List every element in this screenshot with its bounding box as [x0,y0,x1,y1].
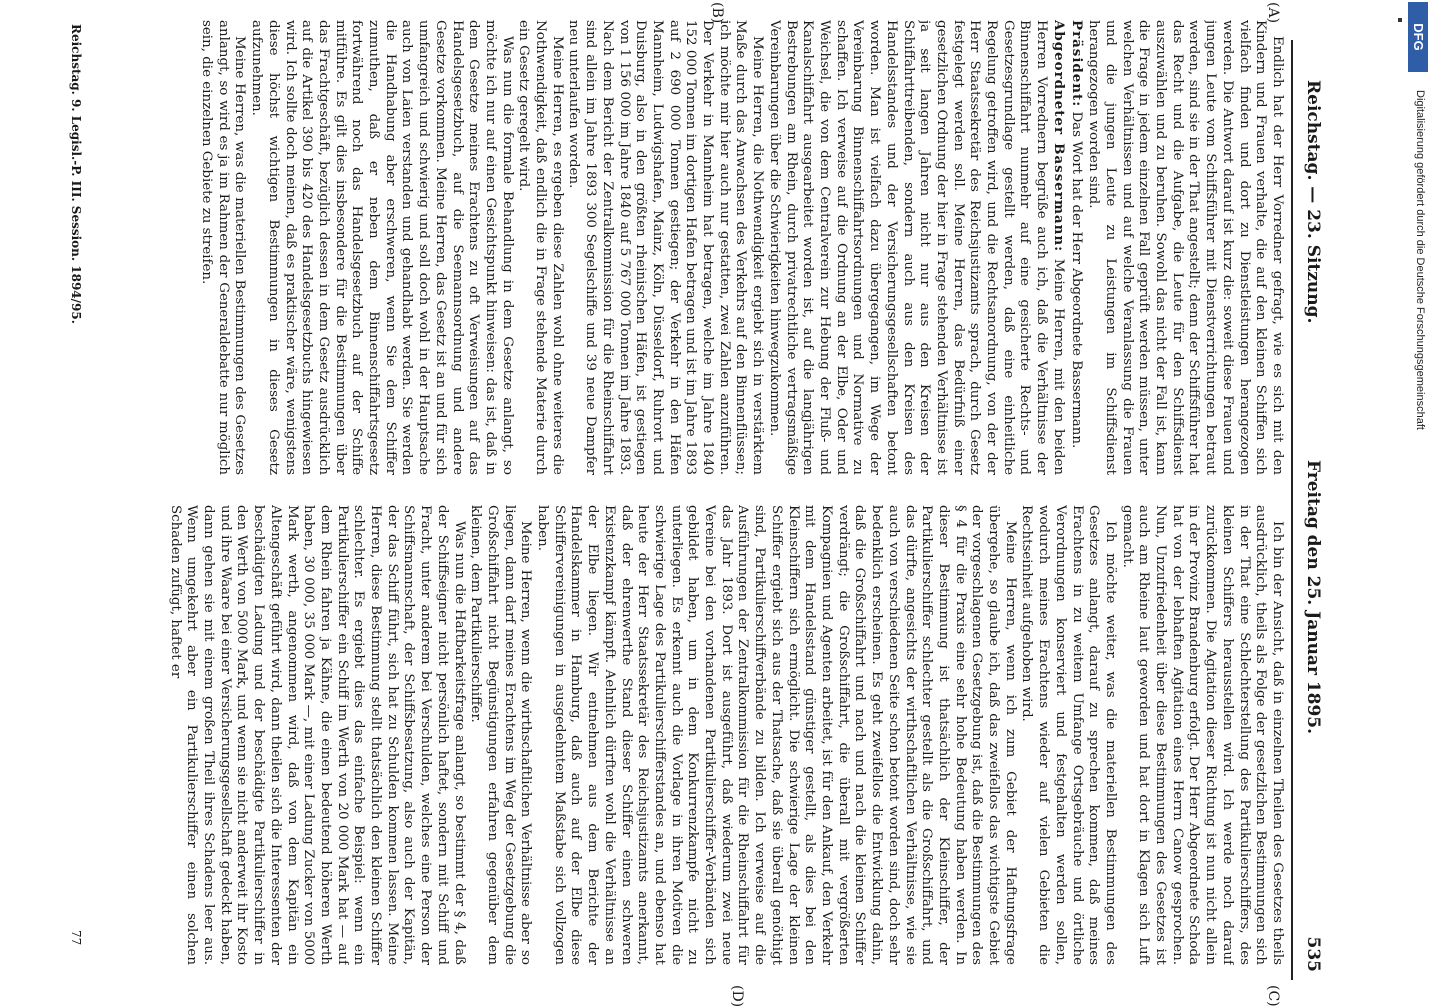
margin-marker-b: (B) [709,2,725,24]
paragraph [1118,505,1285,965]
paragraph [1085,20,1285,475]
paragraph [565,20,765,475]
speaker-name: Präsident: [1068,20,1085,108]
header-date: Freitag den 25. Januar 1895. [1303,460,1323,735]
dfg-credit-text: Digitalisierung gefördert durch die Deutsche Forschungsgemeinschaft [1414,90,1426,430]
paragraph-text: Meine Herren, die Nothwendigkeit ergiebt sich in verstärktem Maße durch das Anwachsen des Verkehrs auf den Binnenflüssen; ich möchte mir hier auch nur gestatten, zwei Zahlen anzuführen. Der Verkehr in Mannheim hat betragen, welche im Jahre 1840 152 000 Tonnen im dortigen Hafen betragen und ist im Jahre 1893 auf 2 690 000 Tonnen gestiegen; der Verkehr in den Häfen Mannheim, Ludwigshafen, Mainz, Köln, Düsseldorf, Ruhrort und Duisburg, also in den größten rheinischen Häfen, ist gestiegen von 1 156 000 im Jahre 1840 auf 5 767 000 Tonnen im Jahre 1893. Nach dem Bericht der Zentralkommission für die Rheinschiffahrt sind allein im Jahre 1893 300 Segelschiffe und 39 neue Dampfer neu unterlaufen worden. [566,20,766,475]
paragraph [1018,505,1118,965]
paragraph [1067,20,1085,475]
dfg-logo: DFG [1408,2,1428,72]
dfg-credit [1402,0,1432,1000]
paragraph [166,505,467,965]
paragraph-text: Was nun die Haftbarkeitsfrage anlangt, so bestimmt der § 4, daß der Schiffseigner nicht persönlich haftet, sondern mit Schiff und Fracht, unter anderem bei Verschulden, welches eine Person der Schiffsmannschaft, der Schiffsbesatzung, also auch der Kapitän, der das Schiff führt, sich hat zu Schulden kommen lassen. Meine Herren, diese Bestimmung stellt thatsächlich den kleinen Schiffer schlechter. Es ergiebt dies das einfache Beispiel: wenn ein Partikulierschiffer ein Schiff im Werth von 20 000 Mark hat — auf dem Rhein fahren ja Kähne, die einen bedeutend höheren Werth haben, 30 000, 35 000 Mark —, mit einer Ladung Zucker von 5000 Mark werth, angenommen wird, daß von dem Kapitän ein Altengeschäft geführt wird, dann theilen sich die Interessenten der beschädigten Ladung und der beschädigte Partikulierschiffer in den Werth von 5000 Mark, und wenn sie nicht anderweit ihr Kosto und ihre Waare bei einer Versicherungsgesellschaft gedeckt haben, dann gehen sie mit einem großen Theil ihres Schadens leer aus. Wenn umgekehrt aber ein Partikulierschiffer einen solchen Schaden zufügt, haftet er [167,505,467,965]
paragraph-text: Das Wort hat der Herr Abgeordnete Bassermann. [1068,107,1084,449]
rotated-page-content [25,0,1345,1007]
paragraph-text: Meine Herren, wenn ich zum Gebiet der Haftungsfrage übergehe, so glaube ich, daß das zweifellos das wichtigste Gebiet der vorgeschlagenen Gesetzgebung ist, daß die Bestimmungen des § 4 für die Praxis eine sehr hohe Bedeutung haben werden. In dieser Bestimmung ist thatsächlich der Kleinschiffer, der Partikulierschiffer schlechter gestellt als die Großschiffahrt, und das dürfte, angesichts der wirthschaftlichen Verhältnisse, wie sie auch von verschiedenen Seite schon betont worden sind, doch sehr bedenklich erscheinen. Es geht zweifellos die Entwicklung dahin, daß die Großschiffahrt und nach und nach die kleinen Schiffer verdrängt; die Großschiffahrt, die überall mit vergrößerten Kompagnien und Agenten arbeitet, ist für den Ankauf, den Verkehr mit dem Handelsstand günstiger gestellt, als dies bei den Kleinschiffern sich ermöglicht. Die schwierige Lage der kleinen Schiffer ergiebt sich aus der Thatsache, daß sie überall genöthigt sind, Partikulierschiffverbände zu bilden. Ich verweise auf die Ausführungen der Zentralkommission für die Rheinschiffahrt für das Jahr 1893. Dort ist ausgeführt, daß wiederum zwei neue Vereine bei den vorhandenen Partikulierschiffer-Verbänden sich gebildet haben, um in dem Konkurrenzkampfe nicht zu unterliegen. Es erkennt auch die Vorlage in ihren Motiven die schwierige Lage des Partikulierschifferstandes an, und ebenso hat heute der Herr Staatssekretär des Reichsjustizamts anerkannt, daß der ehrenwerthe Stand dieser Schiffer einen schweren Existenzkampf kämpft. Aehnlich dürften wohl die Verhältnisse an der Elbe liegen. Wir entnehmen aus dem Berichte der Handelskammer in Hamburg, daß auch auf der Elbe diese Schiffervereinigungen in ausgedehntem Maßstabe sich vollzogen haben. [535,505,1018,965]
margin-marker-a: (A) [1265,2,1281,24]
paragraph [765,20,1067,475]
header-left: Reichstag. — 23. Sitzung. [1303,80,1323,324]
page-header [1291,40,1327,980]
paragraph-text: Ich möchte weiter, was die materiellen Bestimmungen des Gesetzes anlangt, darauf zu sprechen kommen, daß meines Erachtens in zu weitem Umfange Ortsgebräuche und örtliche Verordnungen konserviert und festgehalten werden sollen, wodurch meines Erachtens wieder auf vielen Gebieten die Rechtseinheit aufgehoben wird. [1019,505,1118,965]
margin-marker-d: (D) [729,985,745,1007]
paragraph [533,505,1017,965]
paragraph [247,20,514,475]
paragraph-text: Was nun die formale Behandlung in dem Gesetze anlangt, so möchte ich nur auf einen Gesichtspunkt hinweisen: das ist, daß in dem Gesetze meines Erachtens zu oft Verweisungen auf das Handelsgesetzbuch, auf die Seemannsordnung und andere Gesetze vorkommen. Meine Herren, das Gesetz ist an und für sich umfangreich und schwierig und soll doch wohl in der Hauptsache auch von Laien verstanden und gehandhabt werden. Sie werden die Handhabung aber erschweren, wenn Sie dem Schiffer zumuthen, daß er neben dem Binnenschiffahrtsgesetz fortwährend noch das Handelsgesetzbuch auf der Schiffe mitführe. Es gilt dies insbesondere für die Bestimmungen über das Frachtgeschäft, bezüglich dessen in dem Gesetz ausdrücklich auf die Artikel 390 bis 420 des Handelsgesetzbuchs hingewiesen wird. Ich sollte doch meinen, daß es praktischer wäre, wenigstens diese höchst wichtigen Bestimmungen in dieses Gesetz aufzunehmen. [249,20,515,475]
paragraph [515,20,565,475]
paragraph-text: Meine Herren, was die materiellen Bestimmungen des Gesetzes anlangt, so wird es ja im Rahmen der Generaldebatte nur möglich sein, die einzelnen Gebiete zu streifen. [199,20,248,475]
left-column [75,20,1285,475]
page-number: 535 [1303,936,1323,972]
paragraph [467,505,534,965]
paragraph-text: Meine Herren, wenn die wirthschaftlichen Verhältnisse aber so liegen, dann darf meines Erachtens im Weg der Gesetzgebung die Großschiffahrt nicht Begünstigungen erfahren gegenüber dem kleinen, dem Partikulierschiffer. [468,505,534,965]
paragraph [197,20,247,475]
footer-signature: 77 [69,930,83,946]
paragraph-text: Meine Herren, es ergeben diese Zahlen wohl ohne weiteres die Nothwendigkeit, daß endlich die in Frage stehende Materie durch ein Gesetz geregelt wird. [516,20,565,475]
right-column [75,505,1285,965]
footer-session: Reichstag. 9. Legisl.-P. III. Session. 1894/95. [69,24,83,324]
paragraph-text: Meine Herren, mit den beiden Herren Vorrednern begrüße auch ich, daß die Verhältnisse der Binnenschiffahrt nunmehr auf eine gesicherte Rechts- und Gesetzesgrundlage gestellt werden, daß eine einheitliche Regelung getroffen wird, und die Rechtsanordnung, von der der Herr Staatssekretär des Reichsjustizamts sprach, durch Gesetz festgelegt werden soll. Meine Herren, das Bedürfniß einer gesetzlichen Ordnung der hier in Frage stehenden Verhältnisse ist ja seit langen Jahren nicht nur aus den Kreisen der Schiffahrttreibenden, sondern auch aus den Kreisen des Handelsstandes und der Versicherungsgesellschaften betont worden. Man ist vielfach dazu übergegangen, im Wege der Vereinbarung Binnenschiffahrtsordnungen und Normative zu schaffen. Ich verweise auf die Ordnung an der Elbe, Oder und Weichsel, die von dem Centralverein zur Hebung der Fluß- und Kanalschiffahrt ausgearbeitet worden ist, auf die langjährigen Bestrebungen am Rhein, durch privatrechtliche vertragsmäßige Vereinbarungen über die Schwierigkeiten hinwegzukommen. [766,20,1066,475]
paragraph-text: Endlich hat der Herr Vorredner gefragt, wie es sich mit den Kindern und Frauen verhalte, die auf den kleinen Schiffen sich vielfach finden und dort zu Dienstleistungen herangezogen werden. Die Antwort darauf ist kurz die: soweit diese Frauen und jungen Leute vom Schiffsführer mit Dienstverrichtungen betraut werden, sind sie in der That angestellt; denn der Schiffsführer hat das Recht und die Aufgabe, die Leute für den Schiffsdienst auszuwählen und zu beruhen. Sowohl das nicht der Fall ist, kann die Frage in jedem einzelnen Fall geprüft werden müssen, unter welchen Verhältnissen und auf welche Veranlassung die Frauen und die jungen Leute zu Leistungen im Schiffsdienst herangezogen worden sind. [1086,20,1285,475]
paragraph-text: Ich bin der Ansicht, daß in einzelnen Theilen des Gesetzes theils ausdrücklich, theils als Folge der gesetzlichen Bestimmungen sich in der That eine Schlechterstellung des Partikulierschiffers, des kleinen Schiffers herausstellen wird. Ich werde noch darauf zurückkommen. Die Agitation dieser Richtung ist nun nicht allein in der Provinz Brandenburg erfolgt. Der Herr Abgeordnete Schoda hat von der lebhaften Agitation eines Herrn Canow gesprochen. Nun, Unzufriedenheit über diese Bestimmungen des Gesetzes ist auch am Rheine laut geworden und hat dort in Klagen sich Luft gemacht. [1119,505,1285,965]
speaker-name: Abgeordneter Bassermann: [1050,20,1067,253]
margin-marker-c: (C) [1265,985,1281,1007]
